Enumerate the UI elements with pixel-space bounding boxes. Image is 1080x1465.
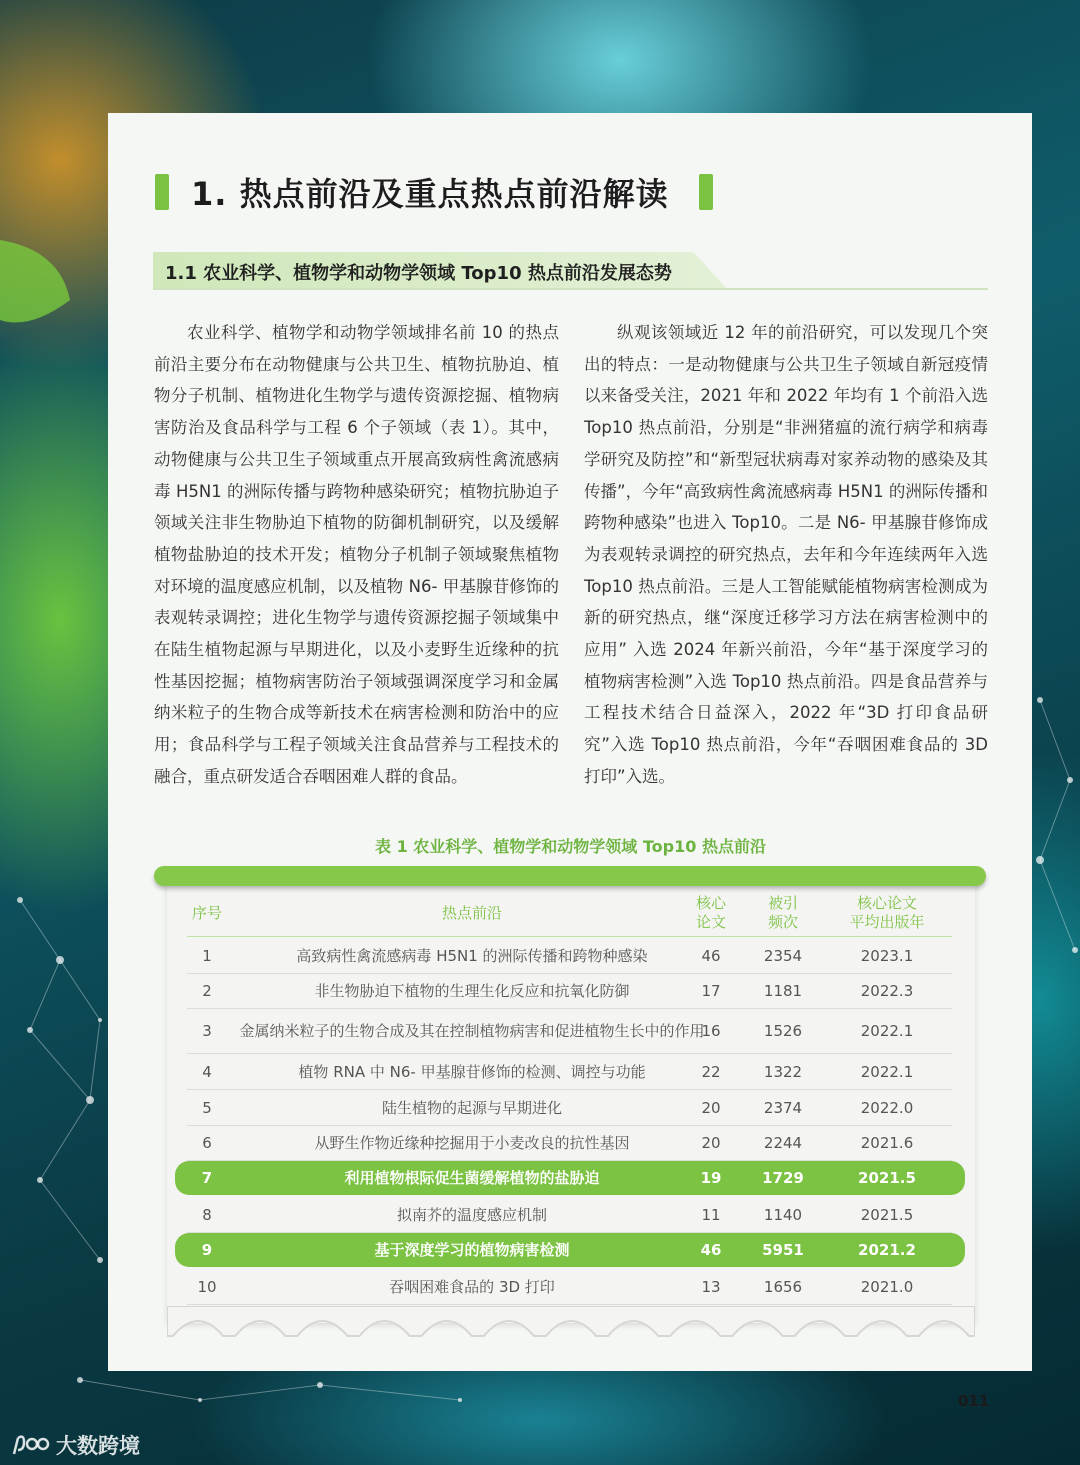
table-row xyxy=(187,938,952,974)
cell-core-papers: 16 xyxy=(701,1022,721,1040)
cell-citations: 1729 xyxy=(762,1169,804,1187)
cell-avg-year: 2022.1 xyxy=(860,1022,914,1040)
left-paragraph: 农业科学、植物学和动物学领域排名前 10 的热点前沿主要分布在动物健康与公共卫生、植物抗胁迫、植物分子机制、植物进化生物学与遗传资源挖掘、植物病害防治及食品科学与工程 6 个子领域（表 1）。其中，动物健康与公共卫生子领域重点开展高致病性禽流感病毒 H5N1 的洲际传播与跨物种感染研究；植物抗胁迫子领域关注非生物胁迫下植物的防御机制研究，以及缓解植物盐胁迫的技术开发；植物分子机制子领域聚焦植物对环境的温度感应机制，以及植物 N6- 甲基腺苷修饰的表观转录调控；进化生物学与遗传资源挖掘子领域集中在陆生植物起源与早期进化，以及小麦野生近缘种的抗性基因挖掘；植物病害防治子领域强调深度学习和金属纳米粒子的生物合成等新技术在病害检测和防治中的应用；食品科学与工程子领域关注食品营养与工程技术的融合，重点研发适合吞咽困难人群的食品。 xyxy=(154,323,559,786)
cell-no: 5 xyxy=(202,1098,212,1117)
cell-avg-year: 2023.1 xyxy=(860,946,914,965)
cell-front: 拟南芥的温度感应机制 xyxy=(396,1205,547,1224)
subsection-underline xyxy=(153,288,988,290)
cell-citations: 2354 xyxy=(763,946,803,965)
subsection-title: 1.1 农业科学、植物学和动物学领域 Top10 热点前沿发展态势 xyxy=(165,263,672,284)
table-row-highlighted xyxy=(175,1233,965,1267)
table-row xyxy=(187,973,952,1009)
cell-citations: 2374 xyxy=(763,1098,803,1117)
cell-avg-year: 2021.0 xyxy=(860,1277,914,1296)
cell-avg-year: 2021.5 xyxy=(858,1169,916,1187)
right-column xyxy=(584,317,988,793)
cell-citations: 1656 xyxy=(763,1277,803,1296)
cell-front: 利用植物根际促生菌缓解植物的盐胁迫 xyxy=(344,1169,600,1187)
cell-core-papers: 22 xyxy=(701,1062,721,1081)
table-row xyxy=(187,1090,952,1126)
cell-citations: 1322 xyxy=(763,1062,803,1081)
cell-front: 从野生作物近缘种挖掘用于小麦改良的抗性基因 xyxy=(314,1133,630,1152)
left-column xyxy=(154,317,559,793)
header-avg-year: 核心论文 平均出版年 xyxy=(849,894,925,931)
table-scalloped-edge xyxy=(167,1306,975,1346)
cell-core-papers: 19 xyxy=(700,1169,722,1187)
cell-front: 植物 RNA 中 N6- 甲基腺苷修饰的检测、调控与功能 xyxy=(298,1062,646,1081)
cell-core-papers: 20 xyxy=(701,1133,721,1152)
table-top-bar xyxy=(154,866,986,886)
table-row xyxy=(187,1269,952,1305)
cell-front: 陆生植物的起源与早期进化 xyxy=(381,1098,562,1117)
cell-avg-year: 2021.2 xyxy=(858,1241,916,1259)
cell-avg-year: 2022.3 xyxy=(860,981,914,1000)
cell-avg-year: 2021.5 xyxy=(860,1205,914,1224)
cell-core-papers: 11 xyxy=(701,1205,721,1224)
cell-no: 4 xyxy=(202,1062,212,1081)
cell-front: 基于深度学习的植物病害检测 xyxy=(374,1241,570,1259)
cell-no: 9 xyxy=(201,1241,213,1259)
cell-citations: 1140 xyxy=(763,1205,803,1224)
subsection-heading xyxy=(153,252,988,290)
header-no: 序号 xyxy=(191,903,222,922)
cell-core-papers: 13 xyxy=(701,1277,721,1296)
table-row xyxy=(187,1197,952,1233)
cell-front: 非生物胁迫下植物的生理生化反应和抗氧化防御 xyxy=(314,981,630,1000)
watermark-text: 大数跨境 xyxy=(56,1434,140,1458)
cell-core-papers: 46 xyxy=(700,1241,722,1259)
cell-no: 8 xyxy=(202,1205,212,1224)
cell-citations: 1181 xyxy=(763,981,803,1000)
table-caption: 表 1 农业科学、植物学和动物学领域 Top10 热点前沿 xyxy=(375,837,766,856)
cell-front: 高致病性禽流感病毒 H5N1 的洲际传播和跨物种感染 xyxy=(296,946,648,965)
table-header xyxy=(187,890,952,937)
table-row xyxy=(187,1125,952,1161)
cell-no: 6 xyxy=(202,1133,212,1152)
cell-core-papers: 17 xyxy=(701,981,721,1000)
cell-core-papers: 46 xyxy=(701,946,721,965)
watermark-logo-icon xyxy=(10,1432,50,1458)
cell-avg-year: 2022.0 xyxy=(860,1098,914,1117)
page-number: 011 xyxy=(958,1392,990,1410)
cell-no: 10 xyxy=(197,1277,217,1296)
cell-core-papers: 20 xyxy=(701,1098,721,1117)
cell-no: 1 xyxy=(202,946,212,965)
cell-citations: 5951 xyxy=(762,1241,804,1259)
table-row-highlighted xyxy=(175,1161,965,1195)
header-core-papers: 核心 论文 xyxy=(695,894,726,931)
watermark xyxy=(10,1430,140,1460)
header-citations: 被引 频次 xyxy=(767,894,798,931)
cell-no: 3 xyxy=(202,1022,212,1040)
section-title: 1. 热点前沿及重点热点前沿解读 xyxy=(191,175,669,213)
cell-front: 吞咽困难食品的 3D 打印 xyxy=(389,1277,555,1296)
heading-accent-bar-left xyxy=(155,174,169,210)
cell-front: 金属纳米粒子的生物合成及其在控制植物病害和促进植物生长中的作用 xyxy=(239,1022,705,1040)
section-heading xyxy=(155,170,713,214)
table-row xyxy=(187,1009,952,1054)
cell-citations: 2244 xyxy=(763,1133,803,1152)
cell-avg-year: 2021.6 xyxy=(860,1133,914,1152)
cell-citations: 1526 xyxy=(763,1022,803,1040)
cell-no: 2 xyxy=(202,981,212,1000)
table-row xyxy=(187,1054,952,1090)
header-front: 热点前沿 xyxy=(441,903,502,922)
right-paragraph: 纵观该领域近 12 年的前沿研究，可以发现几个突出的特点：一是动物健康与公共卫生子领域自新冠疫情以来备受关注，2021 年和 2022 年均有 1 个前沿入选 Top10 热点前沿，分别是“非洲猪瘟的流行病学和病毒学研究及防控”和“新型冠状病毒对家养动物的感染及其传播”，今年“高致病性禽流感病毒 H5N1 的洲际传播和跨物种感染”也进入 Top10。二是 N6- 甲基腺苷修饰成为表观转录调控的研究热点，去年和今年连续两年入选 Top10 热点前沿。三是人工智能赋能植物病害检测成为新的研究热点，继“深度迁移学习方法在病害检测中的应用” 入选 2024 年新兴前沿，今年“基于深度学习的植物病害检测”入选 Top10 热点前沿。四是食品营养与工程技术结合日益深入，2022 年“3D 打印食品研究”入选 Top10 热点前沿，今年“吞咽困难食品的 3D 打印”入选。 xyxy=(584,323,988,786)
cell-avg-year: 2022.1 xyxy=(860,1062,914,1081)
cell-no: 7 xyxy=(201,1169,213,1187)
heading-accent-bar-right xyxy=(699,174,713,210)
